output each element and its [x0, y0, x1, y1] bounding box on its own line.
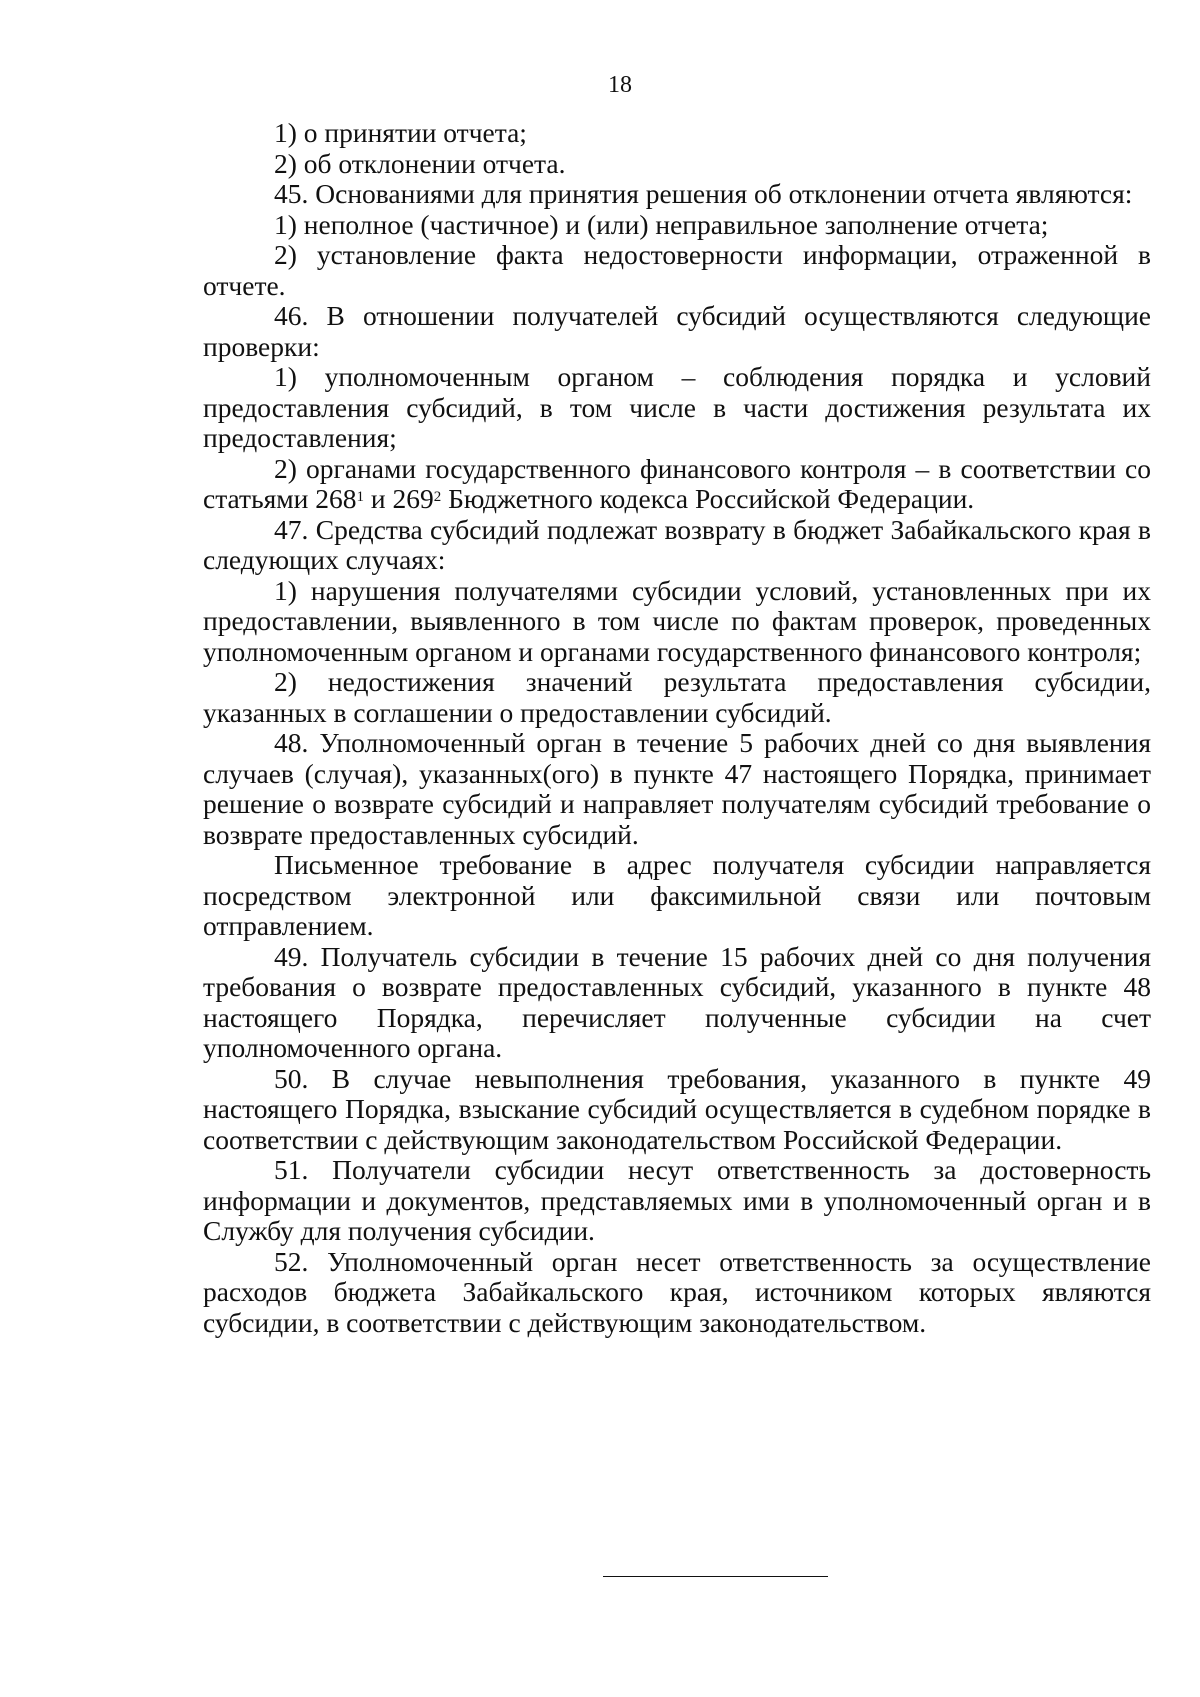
end-of-document-rule	[603, 1576, 828, 1577]
paragraph-45-item-2: 2) установление факта недостоверности информации, отраженной в отчете.	[203, 239, 1151, 301]
paragraph-46-item-2	[203, 454, 1151, 515]
paragraph-48-written-demand: Письменное требование в адрес получателя субсидии направляется посредством электронной или факсимильной связи или почтовым отправлением.	[203, 849, 1151, 941]
paragraph-report-accepted: 1) о принятии отчета;	[274, 117, 527, 148]
document-body	[203, 118, 1151, 1338]
paragraph-49: 49. Получатель субсидии в течение 15 рабочих дней со дня получения требования о возврате предоставленных субсидий, указанного в пункте 48 настоящего Порядка, перечисляет полученные субсидии на счет уполномоченного органа.	[203, 940, 1151, 1063]
paragraph-45-item-1: 1) неполное (частичное) и (или) неправильное заполнение отчета;	[274, 208, 1049, 240]
paragraph-report-rejected: 2) об отклонении отчета.	[274, 147, 566, 179]
paragraph-46: 46. В отношении получателей субсидий осуществляются следующие проверки:	[203, 300, 1151, 362]
paragraph-45: 45. Основаниями для принятия решения об отклонении отчета являются:	[274, 178, 1133, 209]
paragraph-46-item-2-text-a: 2) органами государственного финансового контроля – в соответствии со статьями 268	[203, 452, 1151, 514]
paragraph-47-item-2: 2) недостижения значений результата предоставления субсидии, указанных в соглашении о предоставлении субсидий.	[203, 666, 1151, 728]
paragraph-48: 48. Уполномоченный орган в течение 5 рабочих дней со дня выявления случаев (случая), указанных(ого) в пункте 47 настоящего Порядка, принимает решение о возврате субсидий и направляет получателям субсидий требование о возврате предоставленных субсидий.	[203, 727, 1151, 850]
paragraph-47: 47. Средства субсидий подлежат возврату в бюджет Забайкальского края в следующих случаях:	[203, 513, 1151, 575]
paragraph-47-item-1: 1) нарушения получателями субсидии условий, установленных при их предоставлении, выявленного в том числе по фактам проверок, проведенных уполномоченным органом и органами государственного финансового контроля;	[203, 574, 1151, 667]
paragraph-46-item-1: 1) уполномоченным органом – соблюдения порядка и условий предоставления субсидий, в том числе в части достижения результата их предоставления;	[203, 361, 1151, 453]
paragraph-51: 51. Получатели субсидии несут ответственность за достоверность информации и документов, представляемых ими в уполномоченный орган и в Службу для получения субсидии.	[203, 1154, 1151, 1246]
superscript-2: 2	[433, 489, 442, 505]
paragraph-46-item-2-text-b: и 269	[364, 483, 434, 514]
page-number: 18	[608, 72, 632, 98]
paragraph-46-item-2-text-c: Бюджетного кодекса Российской Федерации.	[441, 483, 975, 514]
superscript-1: 1	[356, 489, 365, 505]
paragraph-52: 52. Уполномоченный орган несет ответственность за осуществление расходов бюджета Забайкальского края, источником которых являются субсидии, в соответствии с действующим законодательством.	[203, 1245, 1151, 1338]
paragraph-50: 50. В случае невыполнения требования, указанного в пункте 49 настоящего Порядка, взыскание субсидий осуществляется в судебном порядке в соответствии с действующим законодательством Российской Федерации.	[203, 1062, 1151, 1155]
